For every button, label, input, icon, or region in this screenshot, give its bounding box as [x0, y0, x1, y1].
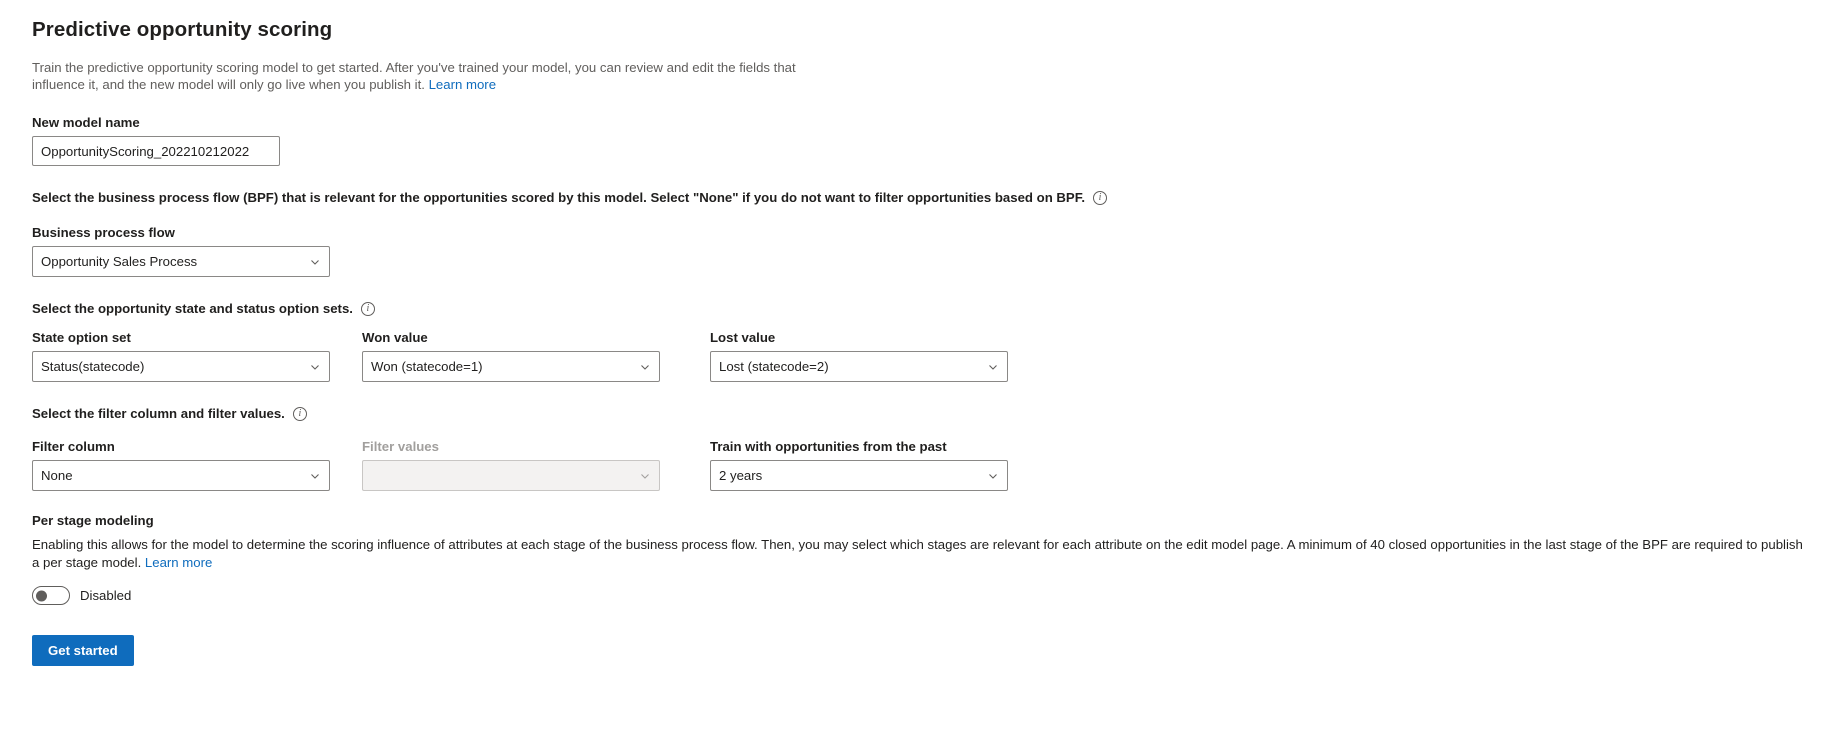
model-name-field-group	[32, 115, 1806, 166]
filter-values-group	[362, 439, 660, 491]
filters-instruction-text: Select the filter column and filter values.	[32, 406, 285, 422]
option-sets-instruction-row	[32, 301, 1806, 316]
bpf-field-group	[32, 225, 1806, 277]
toggle-knob	[36, 590, 47, 601]
state-option-set-dropdown[interactable]	[32, 351, 330, 382]
per-stage-modeling-description	[32, 536, 1806, 572]
bpf-dropdown[interactable]	[32, 246, 330, 277]
won-value-label: Won value	[362, 330, 428, 346]
spacer	[330, 330, 362, 382]
info-icon[interactable]: i	[293, 407, 307, 421]
spacer	[660, 330, 710, 382]
state-option-set-group	[32, 330, 330, 382]
per-stage-toggle-label: Disabled	[80, 588, 132, 604]
state-option-set-value: Status(statecode)	[41, 359, 145, 375]
filter-column-value: None	[41, 468, 73, 484]
chevron-down-icon	[309, 361, 321, 373]
page-description	[32, 59, 887, 94]
filter-column-dropdown[interactable]	[32, 460, 330, 491]
won-value-dropdown[interactable]	[362, 351, 660, 382]
lost-value-label: Lost value	[710, 330, 776, 346]
option-sets-row	[32, 330, 1806, 382]
chevron-down-icon	[309, 256, 321, 268]
filter-values-label: Filter values	[362, 439, 439, 455]
page-title: Predictive opportunity scoring	[32, 18, 333, 41]
state-option-set-label: State option set	[32, 330, 131, 346]
page-description-line2: influence it, and the new model will only go live when you publish it.	[32, 77, 425, 93]
bpf-instruction-row	[32, 190, 1806, 205]
train-past-group	[710, 439, 1008, 491]
spacer	[330, 439, 362, 491]
per-stage-modeling-title: Per stage modeling	[32, 513, 154, 529]
model-name-label: New model name	[32, 115, 140, 131]
filter-column-label: Filter column	[32, 439, 115, 455]
filter-column-group	[32, 439, 330, 491]
per-stage-learn-more-link[interactable]: Learn more	[144, 555, 213, 571]
chevron-down-icon	[987, 470, 999, 482]
info-icon[interactable]: i	[361, 302, 375, 316]
get-started-button[interactable]: Get started	[32, 635, 134, 666]
bpf-label: Business process flow	[32, 225, 175, 241]
model-name-input[interactable]	[32, 136, 280, 166]
option-sets-instruction-text: Select the opportunity state and status option sets.	[32, 301, 353, 317]
per-stage-toggle[interactable]	[32, 586, 70, 605]
filter-values-dropdown	[362, 460, 660, 491]
won-value-group	[362, 330, 660, 382]
chevron-down-icon	[639, 470, 651, 482]
filters-row	[32, 439, 1806, 491]
bpf-dropdown-value: Opportunity Sales Process	[41, 254, 198, 270]
won-value-value: Won (statecode=1)	[371, 359, 483, 375]
info-icon[interactable]: i	[1093, 191, 1107, 205]
lost-value-dropdown[interactable]	[710, 351, 1008, 382]
chevron-down-icon	[309, 470, 321, 482]
train-past-label: Train with opportunities from the past	[710, 439, 947, 455]
intro-learn-more-link[interactable]: Learn more	[428, 77, 497, 93]
per-stage-toggle-row	[32, 586, 1806, 605]
page-description-line1: Train the predictive opportunity scoring model to get started. After you've trained your model, you can review and edit the fields that	[32, 59, 796, 75]
lost-value-value: Lost (statecode=2)	[719, 359, 829, 375]
train-past-dropdown[interactable]	[710, 460, 1008, 491]
chevron-down-icon	[639, 361, 651, 373]
spacer	[660, 439, 710, 491]
chevron-down-icon	[987, 361, 999, 373]
per-stage-modeling-description-text: Enabling this allows for the model to determine the scoring influence of attributes at each stage of the business process flow. Then, you may select which stages are relevant for each attribute on the edit model page. A minimum of 40 closed opportunities in the last stage of the BPF are required to publish a per stage model.	[32, 537, 1803, 571]
bpf-instruction-text: Select the business process flow (BPF) that is relevant for the opportunities scored by this model. Select "None" if you do not want to filter opportunities based on BPF.	[32, 190, 1085, 206]
lost-value-group	[710, 330, 1008, 382]
train-past-value: 2 years	[719, 468, 763, 484]
filters-instruction-row	[32, 406, 1806, 421]
